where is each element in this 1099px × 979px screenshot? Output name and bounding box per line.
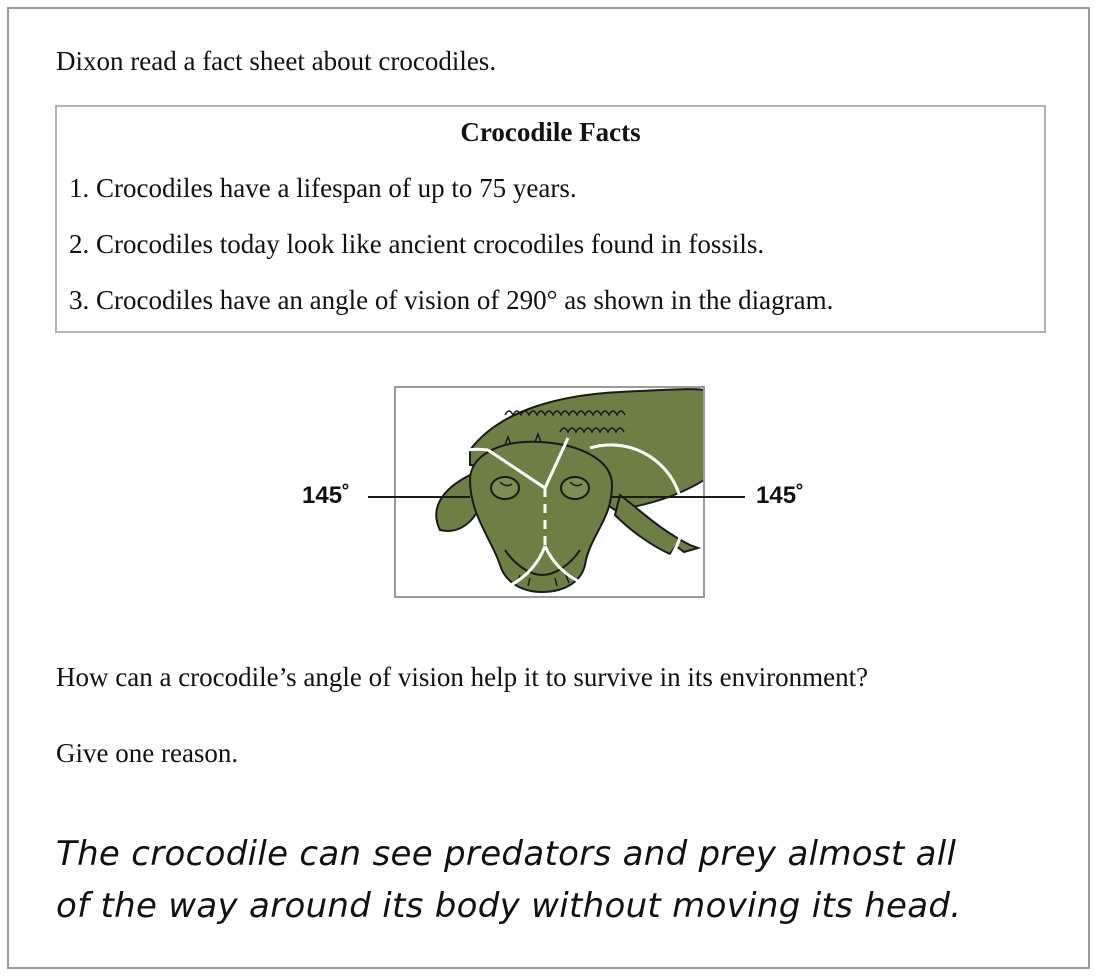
facts-box xyxy=(55,105,1046,333)
right-angle-label: 145˚ xyxy=(756,482,805,509)
facts-title: Crocodile Facts xyxy=(460,117,641,147)
intro-text: Dixon read a fact sheet about crocodiles. xyxy=(56,46,497,76)
fact-item: 1. Crocodiles have a lifespan of up to 75 years. xyxy=(69,173,577,203)
left-angle-label: 145˚ xyxy=(302,482,351,509)
question-text: How can a crocodile’s angle of vision help it to survive in its environment? xyxy=(56,662,869,692)
handwritten-answer xyxy=(56,828,961,932)
crocodile-vision-diagram xyxy=(0,370,1099,610)
answer-line-2: of the way around its body without moving its head. xyxy=(56,886,962,926)
prompt-text: Give one reason. xyxy=(56,738,239,768)
answer-line-1: The crocodile can see predators and prey almost all xyxy=(56,834,957,874)
fact-item: 3. Crocodiles have an angle of vision of 290° as shown in the diagram. xyxy=(69,285,834,315)
fact-item: 2. Crocodiles today look like ancient crocodiles found in fossils. xyxy=(69,229,765,259)
